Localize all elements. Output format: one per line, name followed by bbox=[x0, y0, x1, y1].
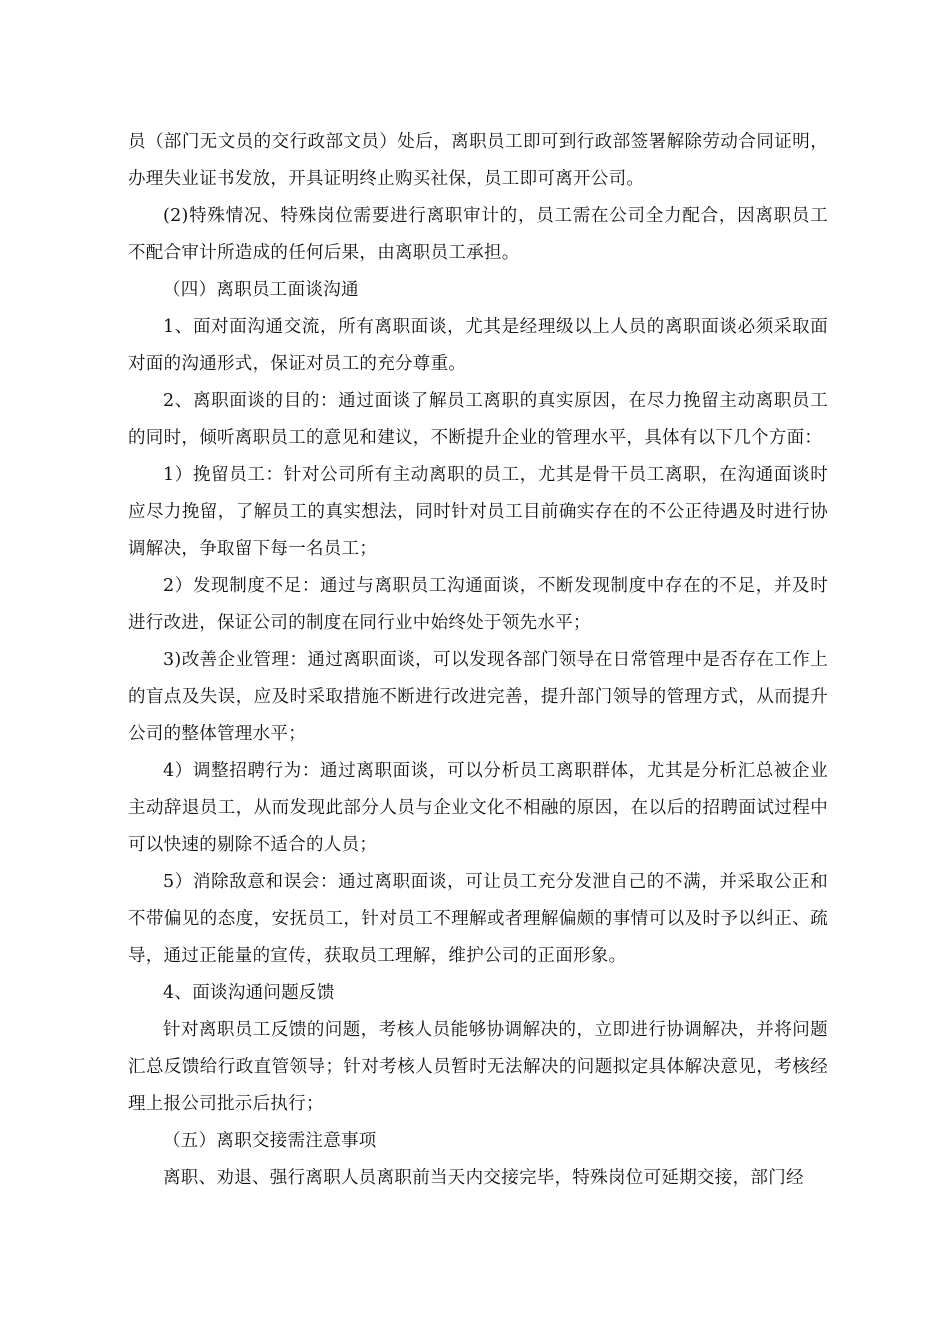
list-item-adjust-recruiting: 4）调整招聘行为：通过离职面谈，可以分析员工离职群体，尤其是分析汇总被企业主动辞退员工，从而发现此部分人员与企业文化不相融的原因，在以后的招聘面试过程中可以快速的剔除不适合的人员； bbox=[128, 761, 828, 855]
paragraph-interview-purpose: 2、离职面谈的目的：通过面谈了解员工离职的真实原因，在尽力挽留主动离职员工的同时，倾听离职员工的意见和建议，不断提升企业的管理水平，具体有以下几个方面： bbox=[128, 391, 828, 448]
section-heading-handover: （五）离职交接需注意事项 bbox=[163, 1131, 377, 1151]
paragraph-handover: 离职、劝退、强行离职人员离职前当天内交接完毕，特殊岗位可延期交接，部门经 bbox=[163, 1168, 804, 1188]
paragraph-special-audit: (2)特殊情况、特殊岗位需要进行离职审计的，员工需在公司全力配合，因离职员工不配合审计所造成的任何后果，由离职员工承担。 bbox=[128, 206, 828, 263]
list-item-remove-hostility: 5）消除敌意和误会：通过离职面谈，可让员工充分发泄自己的不满，并采取公正和不带偏见的态度，安抚员工，针对员工不理解或者理解偏颇的事情可以及时予以纠正、疏导，通过正能量的宣传，获取员工理解，维护公司的正面形象。 bbox=[128, 872, 828, 966]
document-body bbox=[128, 124, 828, 1197]
paragraph-feedback: 针对离职员工反馈的问题，考核人员能够协调解决的，立即进行协调解决，并将问题汇总反馈给行政直管领导；针对考核人员暂时无法解决的问题拟定具体解决意见，考核经理上报公司批示后执行； bbox=[128, 1020, 828, 1114]
list-item-retain-staff: 1）挽留员工：针对公司所有主动离职的员工，尤其是骨干员工离职，在沟通面谈时应尽力挽留，了解员工的真实想法，同时针对员工目前确实存在的不公正待遇及时进行协调解决，争取留下每一名员工； bbox=[128, 465, 828, 559]
paragraph-continuation: 员（部门无文员的交行政部文员）处后，离职员工即可到行政部签署解除劳动合同证明，办理失业证书发放，开具证明终止购买社保，员工即可离开公司。 bbox=[128, 132, 828, 189]
list-item-find-policy-gaps: 2）发现制度不足：通过与离职员工沟通面谈，不断发现制度中存在的不足，并及时进行改进，保证公司的制度在同行业中始终处于领先水平； bbox=[128, 576, 828, 633]
list-item-improve-management: 3)改善企业管理：通过离职面谈，可以发现各部门领导在日常管理中是否存在工作上的盲点及失误，应及时采取措施不断进行改进完善，提升部门领导的管理方式，从而提升公司的整体管理水平； bbox=[128, 650, 828, 744]
paragraph-face-to-face: 1、面对面沟通交流，所有离职面谈，尤其是经理级以上人员的离职面谈必须采取面对面的沟通形式，保证对员工的充分尊重。 bbox=[128, 317, 828, 374]
section-heading-exit-interview: （四）离职员工面谈沟通 bbox=[163, 280, 359, 300]
subheading-feedback: 4、面谈沟通问题反馈 bbox=[163, 983, 335, 1003]
